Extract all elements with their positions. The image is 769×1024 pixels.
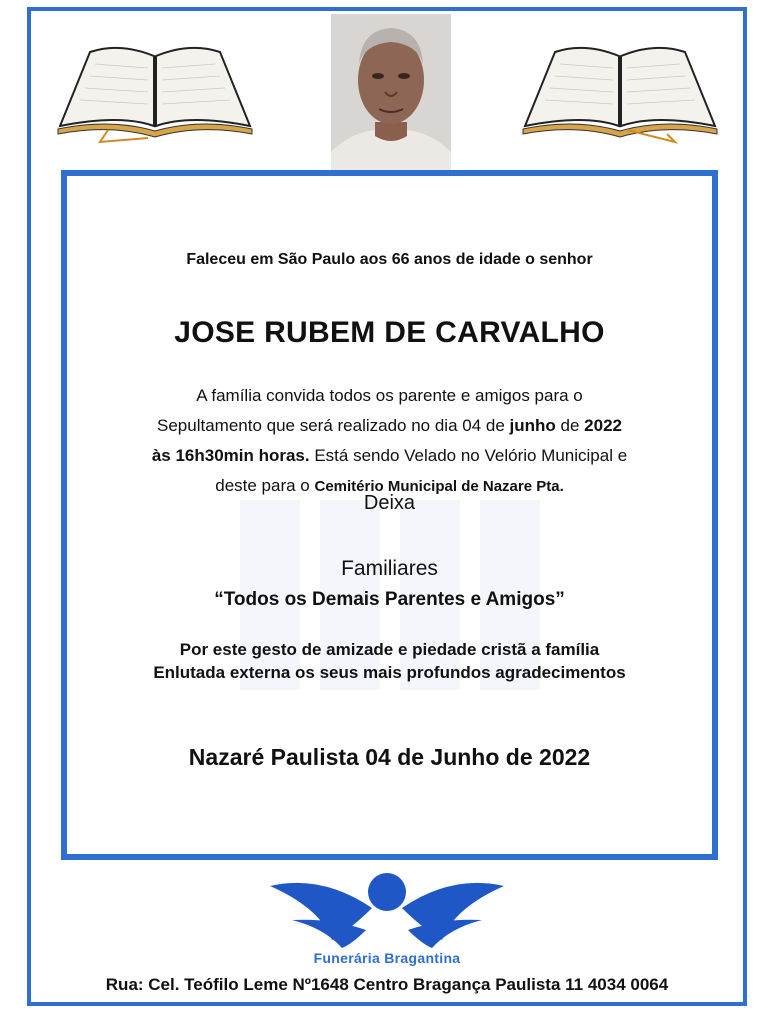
thanks-line-1: Por este gesto de amizade e piedade cristã a família	[179, 640, 600, 659]
funeral-home-name: Funerária Bragantina	[313, 950, 461, 966]
details-line-3	[61, 441, 718, 471]
deixa-label: Deixa	[363, 492, 416, 514]
details-line-2	[61, 411, 718, 441]
funeral-details	[61, 381, 718, 502]
thanks-message	[61, 638, 718, 684]
familiares-quote: “Todos os Demais Parentes e Amigos”	[214, 589, 565, 610]
open-bible-icon	[50, 34, 260, 144]
intro-text: Faleceu em São Paulo aos 66 anos de idade o senhor	[186, 251, 593, 268]
portrait-photo	[331, 14, 451, 174]
details-line-1: A família convida todos os parente e amigos para o	[196, 386, 583, 405]
details-month: junho	[509, 416, 556, 435]
details-text: deste para o	[215, 476, 315, 495]
details-year: 2022	[584, 416, 622, 435]
funeral-home-address: Rua: Cel. Teófilo Leme Nº1648 Centro Bragança Paulista 11 4034 0064	[105, 975, 669, 994]
details-cemetery: Cemitério Municipal de Nazare Pta.	[314, 478, 564, 495]
thanks-line-2: Enlutada externa os seus mais profundos agradecimentos	[153, 663, 626, 682]
details-time: às 16h30min horas.	[151, 446, 310, 465]
deceased-name: JOSE RUBEM DE CARVALHO	[174, 316, 605, 349]
details-text: Sepultamento que será realizado no dia 04 de	[157, 416, 510, 435]
details-text: Está sendo Velado no Velório Municipal e	[309, 446, 628, 465]
open-bible-icon	[515, 34, 725, 144]
funeraria-logo-icon	[262, 868, 512, 950]
place-date: Nazaré Paulista 04 de Junho de 2022	[188, 744, 591, 770]
familiares-label: Familiares	[341, 557, 438, 580]
details-text: de	[555, 416, 585, 435]
